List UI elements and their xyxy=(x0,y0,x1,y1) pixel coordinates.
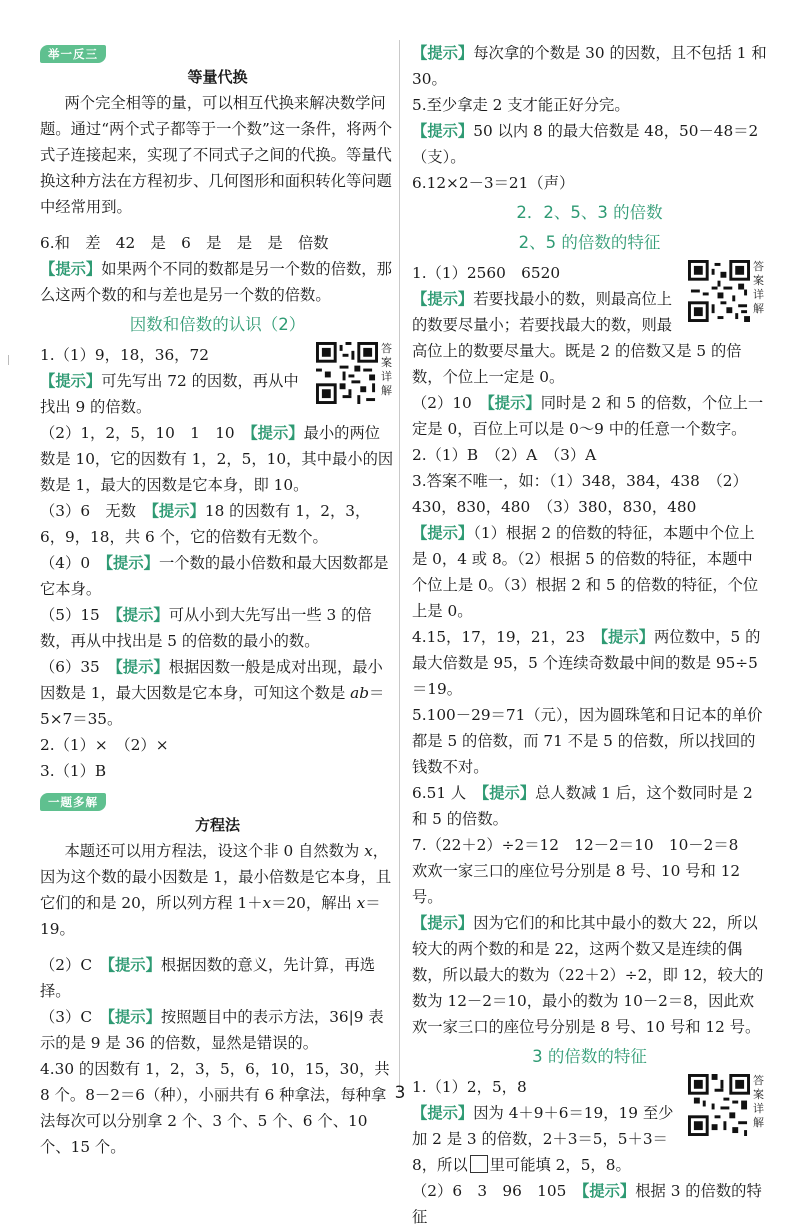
math-var: x xyxy=(356,894,366,912)
hint-label: 【 提示 】 xyxy=(412,44,473,62)
box-text-part: ＝20，解出 xyxy=(271,894,357,912)
answer-r5b: 5.100－29＝71（元），因为圆珠笔和日记本的单价都是 5 的倍数，而 71 不是 5 的倍数，所以找回的钱数不对。 xyxy=(412,706,763,776)
hint-text: 因为 4＋9＋6＝19，19 至少加 2 是 3 的倍数，2＋3＝5，5＋3＝8，所以 xyxy=(412,1104,674,1174)
answer-3: 3.（1）B xyxy=(40,762,107,780)
answer-text: （2）10 xyxy=(412,394,472,412)
column-divider xyxy=(399,40,400,1090)
hint-text: 可先写出 72 的因数，再从中找出 9 的倍数。 xyxy=(40,372,299,416)
hint-text: 根据因数的意义，先计算，再选择。 xyxy=(40,956,376,1000)
q6-answer: 6.和 差 42 是 6 是 是 是 倍数 xyxy=(40,234,329,252)
answer-1-2 xyxy=(40,420,395,498)
math-var: x xyxy=(364,842,373,860)
answer-2: 2.（1）× （2）× xyxy=(40,736,169,754)
answer-1-5 xyxy=(40,602,395,654)
math-var: x xyxy=(262,894,272,912)
answer-r7b: 欢欢一家三口的座位号分别是 8 号、10 号和 12 号。 xyxy=(412,862,741,906)
hint-label: 【 提示 】 xyxy=(115,606,169,624)
hint-text: ＝5×7＝35。 xyxy=(40,684,385,728)
qr-block[interactable] xyxy=(316,342,395,404)
hint-text: 18 的因数有 1，2，3，6，9，18，共 6 个，它的倍数有无数个。 xyxy=(40,502,371,546)
page-number: 3 xyxy=(394,1083,406,1103)
subsection-title: 3 的倍数的特征 xyxy=(532,1047,647,1066)
box-title: 方程法 xyxy=(194,816,240,834)
hint-label: 【 提示 】 xyxy=(115,658,169,676)
answer-r7: 7.（22＋2）÷2＝12 12－2＝10 10－2＝8 xyxy=(412,836,739,854)
hint-text: 因为它们的和比其中最小的数大 22，所以较大的两个数的和是 22，这两个数又是连续的偶数，所以最大的数为（22＋2）÷2，即 12，较大的数为 12－2＝10，最小的数为 10－2＝8，因此欢欢一家三口的座位号分别是 8 号、10 号和 12 号。 xyxy=(412,914,764,1036)
hint-r5 xyxy=(412,118,767,170)
hint-text: 两位数中，5 的最大倍数是 95，5 个连续奇数最中间的数是 95÷5＝19。 xyxy=(412,628,761,698)
hint-label: 【 提示 】 xyxy=(107,1008,161,1026)
hint-text: 最小的两位数是 10，它的因数有 1，2，5，10，其中最小的因数是 1，最大的因数是它本身，即 10。 xyxy=(40,424,394,494)
hint-text: 如果两个不同的数都是另一个数的倍数，那么这两个数的和与差也是另一个数的倍数。 xyxy=(40,260,392,304)
qr-code-icon[interactable] xyxy=(316,342,378,404)
qr-label: 答案详解 xyxy=(753,260,764,315)
hint-text: 根据因数一般是成对出现，最小因数是 1，最大因数是它本身，可知这个数是 xyxy=(40,658,383,702)
answer-1-1: 1.（1）9，18，36，72 xyxy=(40,346,209,364)
hint-label: 【 提示 】 xyxy=(40,372,101,390)
answer-r1-1: 1.（1）2560 6520 xyxy=(412,264,561,282)
subsection-title: 2、5 的倍数的特征 xyxy=(518,233,661,252)
qr-label: 答案详解 xyxy=(381,342,392,397)
answer-r6b xyxy=(412,780,767,832)
box-text xyxy=(40,838,395,942)
hint-label: 【 提示 】 xyxy=(412,914,473,932)
answer-r1-2 xyxy=(412,390,767,442)
equation-method-box xyxy=(40,788,395,942)
box-text: 两个完全相等的量，可以相互代换来解决数学问题。通过“两个式子都等于一个数”这一条件，将两个式子连接起来，实现了不同式子之间的代换。等量代换这种方法在方程初步、几何图形和面积转化等问题中经常用到。 xyxy=(40,94,393,216)
hint-text: 若要找最小的数，则最高位上的数要尽量小；若要找最大的数，则最高位上的数要尽量大。既是 2 的倍数又是 5 的倍数，个位上一定是 0。 xyxy=(412,290,742,386)
answer-r2: 2.（1）B （2）A （3）A xyxy=(412,446,597,464)
answer-text: （3）C xyxy=(40,1008,93,1026)
hint-label: 【 提示 】 xyxy=(412,122,473,140)
hint-text: 50 以内 8 的最大倍数是 48，50－48＝2（支）。 xyxy=(412,122,759,166)
answer-r4 xyxy=(412,624,767,702)
hint-text: 每次拿的个数是 30 的因数，且不包括 1 和 30。 xyxy=(412,44,767,88)
answer-text: （2）C xyxy=(40,956,93,974)
hint-text: 根据 3 的倍数的特征 xyxy=(412,1182,762,1226)
hint-text: 一个数的最小倍数和最大因数都是它本身。 xyxy=(40,554,389,598)
badge-juyifansan: 举一反三 xyxy=(40,45,106,63)
box-text-part: ，因为这个数的最小因数是 1，最小倍数是它本身，且它们的和是 20，所以列方程 1＋ xyxy=(40,842,392,912)
answer-text: 6.51 人 xyxy=(412,784,467,802)
hint-label: 【 提示 】 xyxy=(412,290,473,308)
q6-hint-para xyxy=(40,256,395,308)
hint-label: 【 提示 】 xyxy=(482,784,536,802)
left-column xyxy=(40,40,395,1160)
margin-mark xyxy=(8,355,11,365)
hint-text: （1）根据 2 的倍数的特征，本题中个位上是 0，4 或 8。（2）根据 5 的倍数的特征，本题中个位上是 0。（3）根据 2 和 5 的倍数的特征，个位上是 0。 xyxy=(412,524,759,620)
answer-3-3 xyxy=(40,1004,395,1056)
answer-text: （4）0 xyxy=(40,554,91,572)
answer-1-6 xyxy=(40,654,395,732)
hint-r7 xyxy=(412,910,767,1040)
answer-text: （5）15 xyxy=(40,606,100,624)
answer-r3: 3.答案不唯一，如：（1）348，384，438 （2）430，830，480 （3）380，830，480 xyxy=(412,472,748,516)
answer-text: （6）35 xyxy=(40,658,100,676)
box-text-part: 本题还可以用方程法，设这个非 0 自然数为 xyxy=(64,842,365,860)
answer-t1-2 xyxy=(412,1178,767,1230)
answer-text: 4.15，17，19，21，23 xyxy=(412,628,586,646)
right-column xyxy=(412,40,767,1230)
answer-text: （2）1，2，5，10 1 10 xyxy=(40,424,235,442)
math-var: ab xyxy=(350,684,370,702)
hint-label: 【 提示 】 xyxy=(40,260,101,278)
qr-block[interactable] xyxy=(688,260,767,322)
answer-t1-1: 1.（1）2，5，8 xyxy=(412,1078,527,1096)
badge-yitiduojie: 一题多解 xyxy=(40,793,106,811)
section-title: 因数和倍数的认识（2） xyxy=(129,315,306,334)
hint-r3 xyxy=(412,520,767,624)
hint-label: 【 提示 】 xyxy=(107,956,161,974)
hint-label: 【 提示 】 xyxy=(151,502,205,520)
hint-label: 【 提示 】 xyxy=(412,1104,473,1122)
answer-3-2 xyxy=(40,952,395,1004)
hint-label: 【 提示 】 xyxy=(105,554,159,572)
answer-1-3 xyxy=(40,498,395,550)
box-title: 等量代换 xyxy=(187,68,248,86)
box-text-part: ＝19。 xyxy=(40,894,381,938)
hint-label: 【 提示 】 xyxy=(582,1182,636,1200)
answer-text: （2）6 3 96 105 xyxy=(412,1182,567,1200)
hint-label: 【 提示 】 xyxy=(487,394,541,412)
hint-text: 同时是 2 和 5 的倍数，个位上一定是 0，百位上可以是 0～9 中的任意一个数字。 xyxy=(412,394,764,438)
hint-label: 【 提示 】 xyxy=(600,628,654,646)
answer-r5: 5.至少拿走 2 支才能正好分完。 xyxy=(412,96,630,114)
qr-label: 答案详解 xyxy=(753,1074,764,1129)
answer-text: （3）6 无数 xyxy=(40,502,136,520)
blank-box xyxy=(470,1155,488,1173)
equivalent-substitution-box xyxy=(40,40,395,220)
hint-label: 【 提示 】 xyxy=(250,424,304,442)
hint-text: 里可能填 2，5，8。 xyxy=(489,1156,631,1174)
hint-text: 总人数减 1 后，这个数同时是 2 和 5 的倍数。 xyxy=(412,784,753,828)
answer-r6: 6.12×2－3＝21（声） xyxy=(412,174,575,192)
hint-r4 xyxy=(412,40,767,92)
section-title: 2．2、5、3 的倍数 xyxy=(516,203,663,222)
qr-code-icon[interactable] xyxy=(688,260,750,322)
hint-label: 【 提示 】 xyxy=(412,524,473,542)
answer-4: 4.30 的因数有 1，2，3，5，6，10，15，30，共 8 个。8－2＝6（种），小丽共有 6 种拿法，每种拿法每次可以分别拿 2 个、3 个、5 个、6 个、10 个、15 个。 xyxy=(40,1060,390,1156)
hint-text: 可从小到大先写出一些 3 的倍数，再从中找出是 5 的倍数的最小的数。 xyxy=(40,606,372,650)
answer-1-4 xyxy=(40,550,395,602)
hint-text: 按照题目中的表示方法，36|9 表示的是 9 是 36 的倍数，显然是错误的。 xyxy=(40,1008,384,1052)
